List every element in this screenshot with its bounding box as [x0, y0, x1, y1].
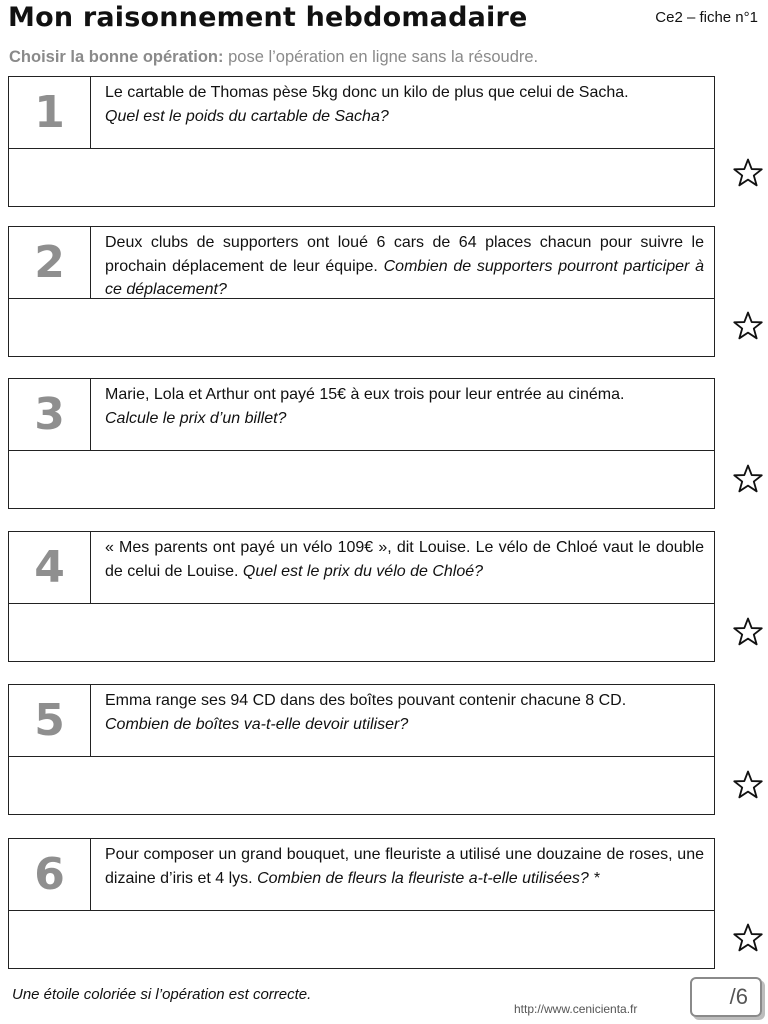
answer-area[interactable] [9, 149, 714, 206]
page-title: Mon raisonnement hebdomadaire [8, 2, 528, 33]
exercise-number: 2 [9, 227, 91, 298]
exercise-question: Combien de boîtes va-t-elle devoir utiliser? [105, 715, 409, 733]
star-outline-icon[interactable] [731, 615, 765, 649]
instruction-bold: Choisir la bonne opération: [9, 48, 224, 66]
exercise-number: 1 [9, 77, 91, 148]
exercise-statement: « Mes parents ont payé un vélo 109€ », dit Louise. Le vélo de Chloé vaut le double de celui de Louise. [105, 539, 704, 580]
exercise-statement: Emma range ses 94 CD dans des boîtes pouvant contenir chacune 8 CD. [105, 692, 627, 709]
exercise-question: Combien de supporters pourront participer à ce déplacement? [105, 257, 704, 298]
exercise-text [91, 839, 714, 910]
instruction [9, 48, 538, 67]
exercise-number: 3 [9, 379, 91, 450]
exercise-text [91, 685, 714, 756]
exercise-question: Calcule le prix d’un billet? [105, 409, 287, 427]
score-box[interactable] [690, 977, 762, 1017]
instruction-rest: pose l’opération en ligne sans la résoudre. [223, 48, 539, 66]
star-outline-icon[interactable] [731, 921, 765, 955]
exercise-text [91, 77, 714, 148]
exercise-5 [8, 684, 715, 815]
exercise-3 [8, 378, 715, 509]
footer-note: Une étoile coloriée si l’opération est correcte. [12, 986, 312, 1003]
answer-area[interactable] [9, 911, 714, 968]
exercise-6 [8, 838, 715, 969]
exercise-number: 4 [9, 532, 91, 603]
answer-area[interactable] [9, 299, 714, 356]
answer-area[interactable] [9, 757, 714, 814]
star-outline-icon[interactable] [731, 462, 765, 496]
exercise-4 [8, 531, 715, 662]
source-url: http://www.cenicienta.fr [514, 1002, 638, 1016]
exercise-text [91, 379, 714, 450]
exercise-question: Quel est le poids du cartable de Sacha? [105, 107, 389, 125]
exercise-statement: Marie, Lola et Arthur ont payé 15€ à eux trois pour leur entrée au cinéma. [105, 386, 625, 403]
star-outline-icon[interactable] [731, 768, 765, 802]
score-label: /6 [729, 984, 748, 1009]
exercise-2 [8, 226, 715, 357]
exercise-number: 5 [9, 685, 91, 756]
exercise-statement: Le cartable de Thomas pèse 5kg donc un kilo de plus que celui de Sacha. [105, 84, 629, 101]
exercise-text [91, 532, 714, 603]
exercise-1 [8, 76, 715, 207]
exercise-statement: Pour composer un grand bouquet, une fleuriste a utilisé une douzaine de roses, une dizaine d’iris et 4 lys. [105, 846, 704, 887]
answer-area[interactable] [9, 451, 714, 508]
exercise-number: 6 [9, 839, 91, 910]
level-label: Ce2 – fiche n°1 [655, 9, 758, 26]
exercise-question: Combien de fleurs la fleuriste a-t-elle utilisées? * [257, 869, 600, 887]
star-outline-icon[interactable] [731, 156, 765, 190]
answer-area[interactable] [9, 604, 714, 661]
exercise-text [91, 227, 714, 298]
star-outline-icon[interactable] [731, 309, 765, 343]
exercise-statement: Deux clubs de supporters ont loué 6 cars de 64 places chacun pour suivre le prochain déplacement de leur équipe. [105, 234, 704, 275]
exercise-question: Quel est le prix du vélo de Chloé? [242, 562, 484, 580]
